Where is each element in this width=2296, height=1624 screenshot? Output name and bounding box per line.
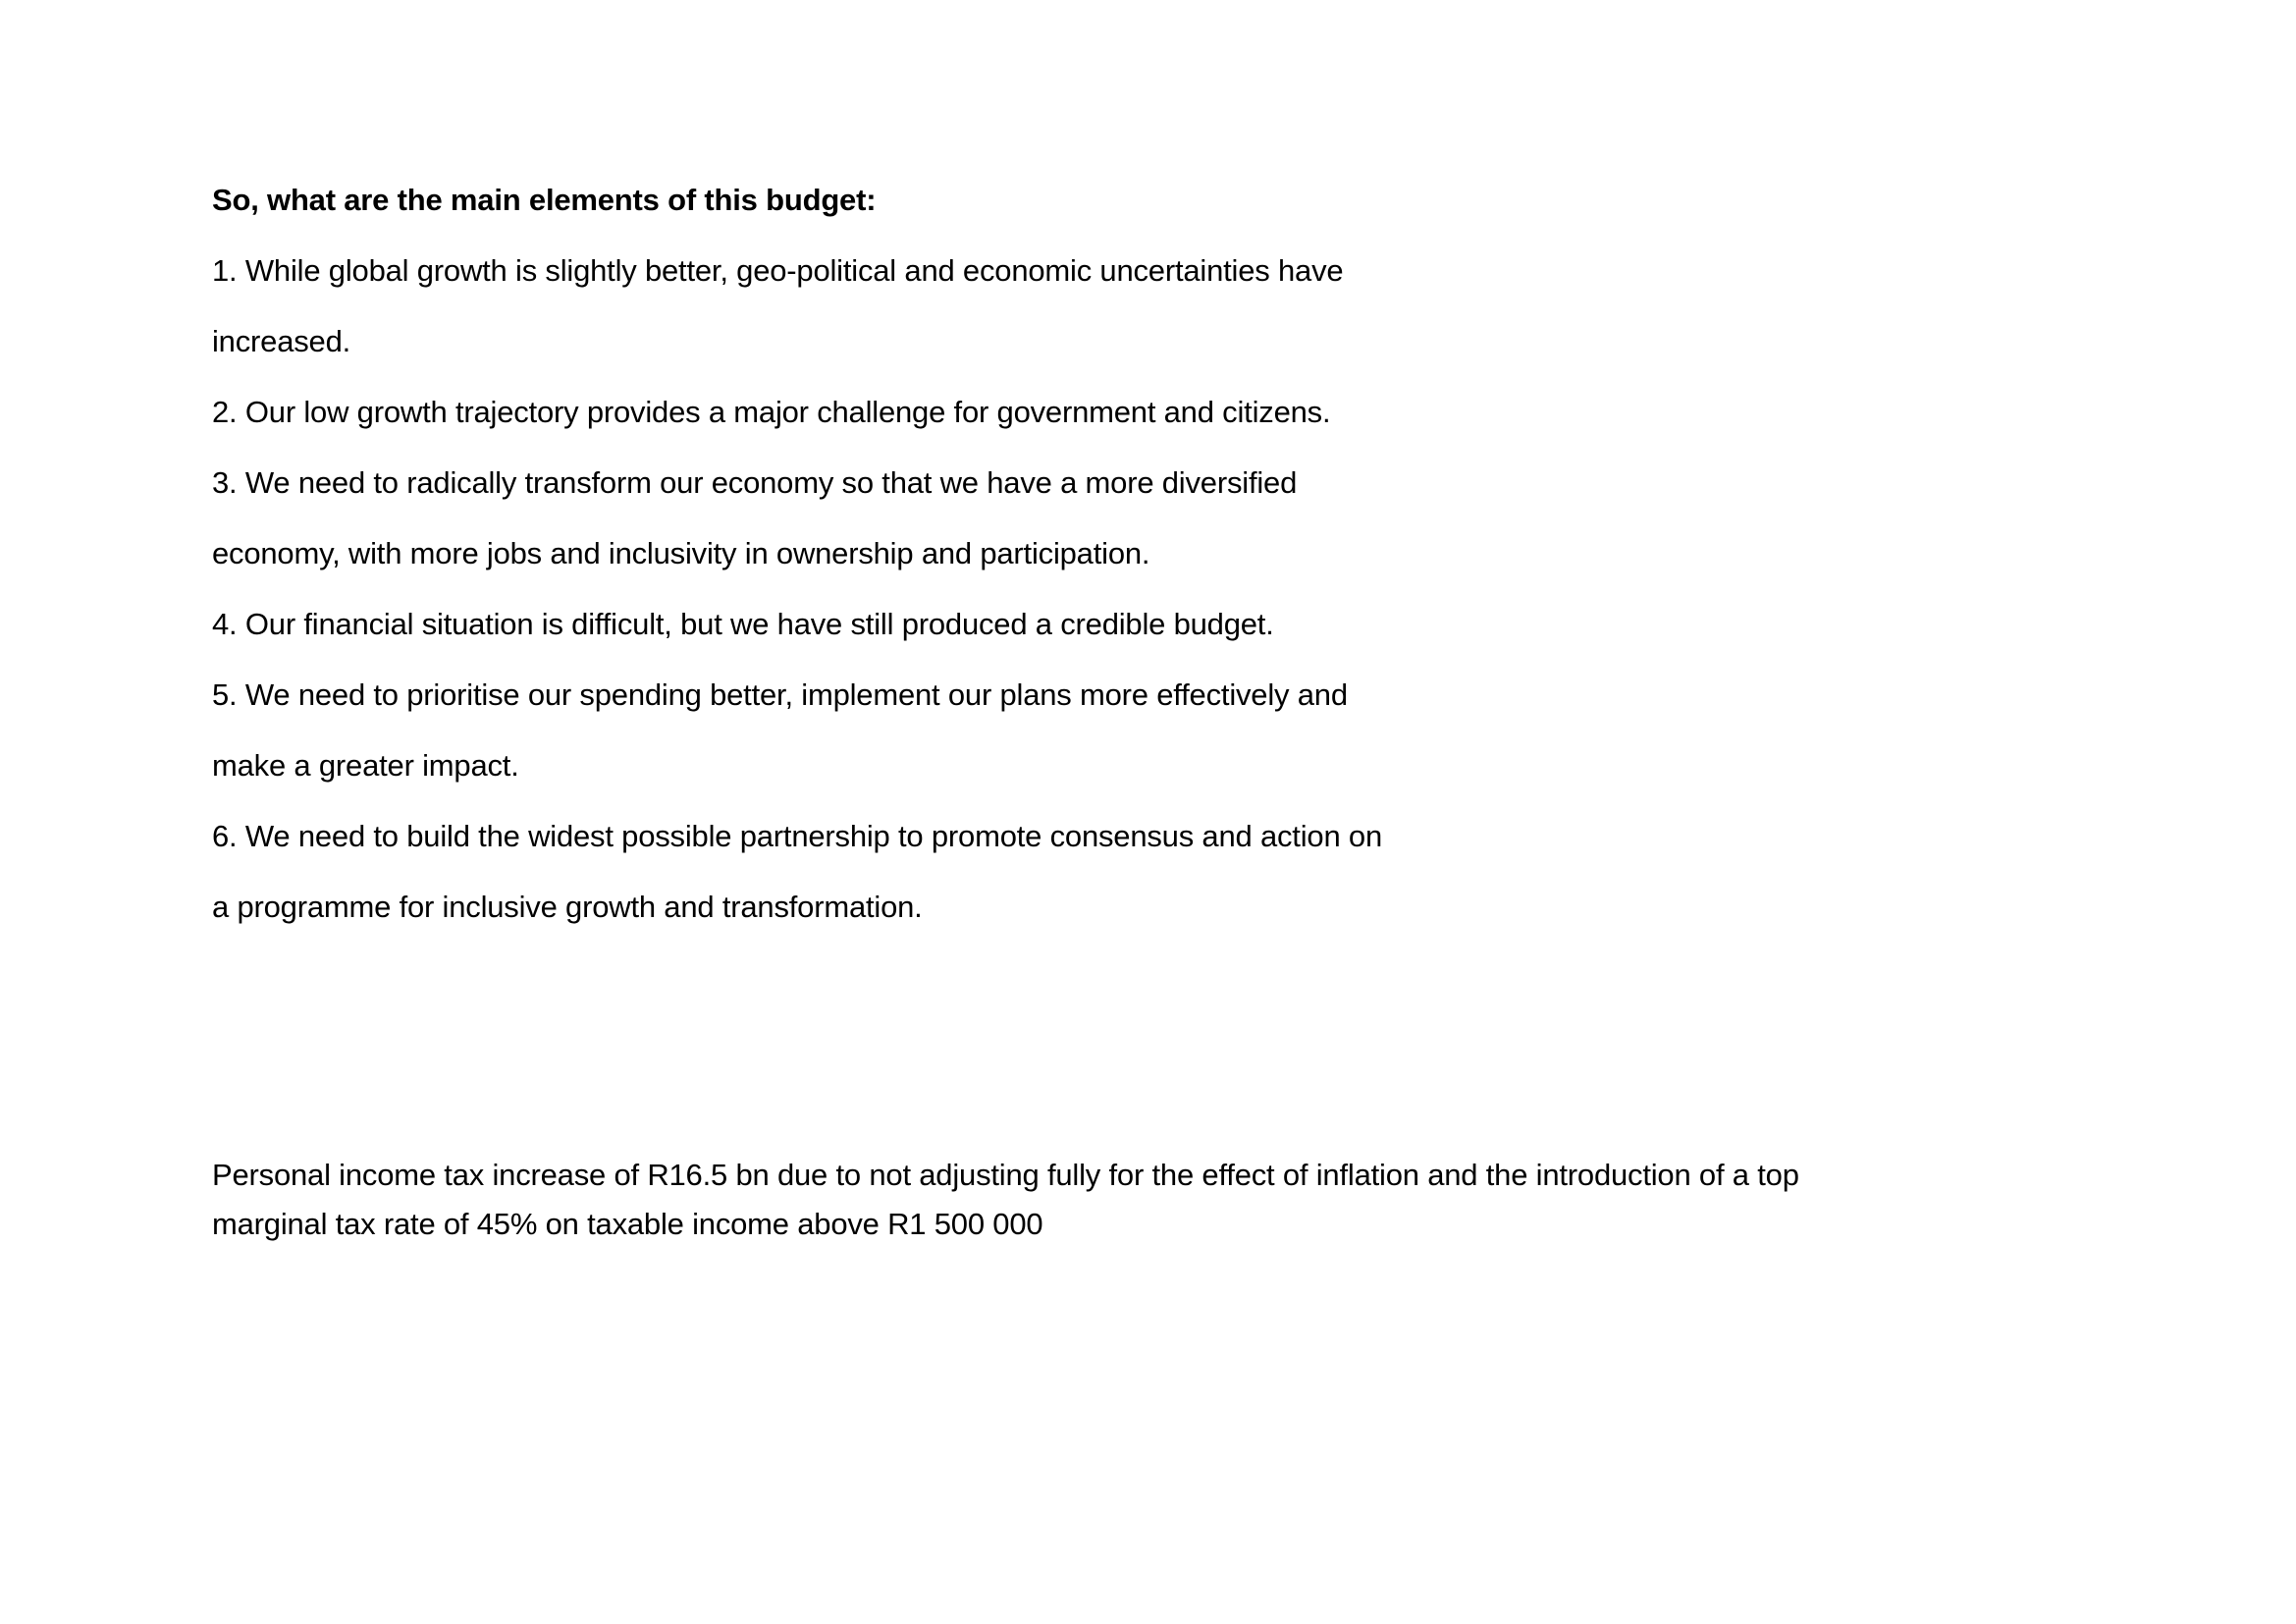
list-line: 4. Our financial situation is difficult, but we have still produced a credible budget. (212, 607, 1274, 641)
list-line: 3. We need to radically transform our economy so that we have a more diversified (212, 465, 1298, 500)
list-line: a programme for inclusive growth and transformation. (212, 890, 923, 924)
note-line: Personal income tax increase of R16.5 bn due to not adjusting fully for the effect of inflation and the introduction of a top (212, 1158, 1799, 1192)
list-line: make a greater impact. (212, 748, 519, 783)
note-line: marginal tax rate of 45% on taxable income above R1 500 000 (212, 1207, 1043, 1241)
list-line: 2. Our low growth trajectory provides a major challenge for government and citizens. (212, 395, 1331, 429)
section-heading: So, what are the main elements of this budget: (212, 183, 877, 217)
budget-elements-section (212, 165, 1684, 943)
list-line: 5. We need to prioritise our spending better, implement our plans more effectively and (212, 677, 1348, 712)
tax-note-paragraph (212, 1151, 2175, 1249)
list-line: increased. (212, 324, 351, 358)
list-line: economy, with more jobs and inclusivity in ownership and participation. (212, 536, 1150, 570)
list-line: 1. While global growth is slightly better, geo-political and economic uncertainties have (212, 253, 1344, 288)
list-line: 6. We need to build the widest possible partnership to promote consensus and action on (212, 819, 1382, 853)
